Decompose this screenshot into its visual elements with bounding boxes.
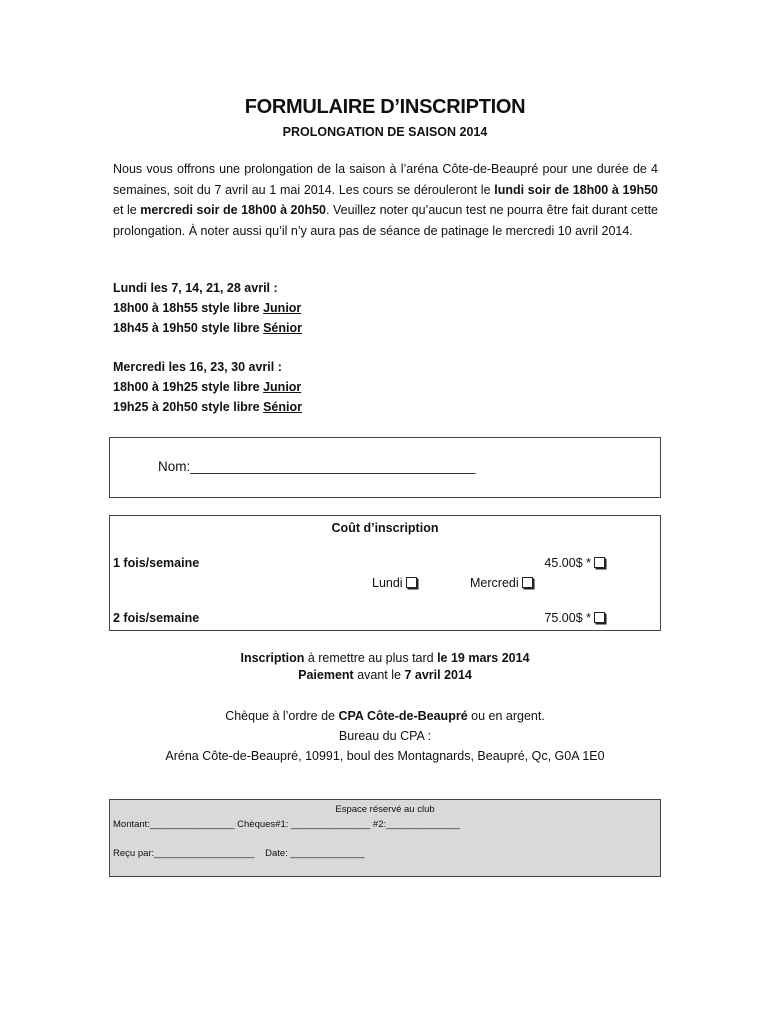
wednesday-line-1 (113, 377, 302, 397)
once-weekly-price (544, 556, 605, 570)
monday-option (372, 576, 417, 590)
payment-cheque-line (0, 706, 770, 726)
payment-deadline-label: Paiement (298, 668, 354, 682)
twice-weekly-price-text: 75.00$ * (544, 611, 591, 625)
twice-weekly-price (544, 611, 605, 625)
club-receipt-line[interactable]: Reçu par:___________________ Date: ______________ (113, 848, 365, 859)
deadlines (0, 650, 770, 684)
monday-line-1-level: Junior (263, 301, 302, 315)
intro-paragraph (113, 159, 658, 241)
payment-office: Bureau du CPA : (338, 729, 432, 743)
payment-deadline-date: 7 avril 2014 (404, 668, 472, 682)
cost-header: Coût d’inscription (331, 521, 439, 535)
monday-line-2-time: 18h45 à 19h50 style libre (113, 321, 264, 335)
monday-checkbox[interactable] (406, 577, 417, 588)
payment-deadline (0, 667, 770, 684)
monday-line-1 (113, 298, 302, 318)
form-title: FORMULAIRE D’INSCRIPTION (244, 96, 526, 118)
wednesday-line-2-level: Sénior (263, 400, 302, 414)
wednesday-line-1-time: 18h00 à 19h25 style libre (113, 380, 264, 394)
form-subtitle: PROLONGATION DE SAISON 2014 (282, 125, 488, 139)
name-field[interactable]: Nom:______________________________________ (158, 459, 476, 474)
wednesday-line-1-level: Junior (263, 380, 302, 394)
registration-deadline-label: Inscription (240, 651, 305, 665)
twice-weekly-checkbox[interactable] (594, 612, 605, 623)
monday-schedule (113, 278, 302, 338)
monday-line-2 (113, 318, 302, 338)
wednesday-line-2-time: 19h25 à 20h50 style libre (113, 400, 264, 414)
wednesday-line-2 (113, 397, 302, 417)
wednesday-option-label: Mercredi (470, 576, 519, 590)
registration-deadline-date: le 19 mars 2014 (437, 651, 530, 665)
name-box (109, 437, 661, 498)
payment-address: Aréna Côte-de-Beaupré, 10991, boul des Montagnards, Beaupré, Qc, G0A 1E0 (165, 749, 605, 763)
intro-text-1: Nous vous offrons une prolongation de la saison à l’aréna Côte-de-Beaupré pour une durée de 4 semaines, soit du 7 avril au 1 mai 2014. Les cours se dérouleront le (113, 162, 658, 197)
wednesday-heading: Mercredi les 16, 23, 30 avril : (113, 360, 282, 374)
wednesday-schedule (113, 357, 302, 417)
club-box-title: Espace réservé au club (335, 804, 435, 815)
wednesday-option (470, 576, 533, 590)
wednesday-checkbox[interactable] (522, 577, 533, 588)
monday-option-label: Lundi (372, 576, 403, 590)
monday-line-1-time: 18h00 à 18h55 style libre (113, 301, 264, 315)
club-reserved-box (109, 799, 661, 877)
intro-text-2: et le (113, 203, 141, 217)
intro-text-3: . Veuillez noter qu’aucun test ne pourra être fait durant cette prolongation. À noter aussi qu’il n’y aura pas de séance de patinage le mercredi 10 avril 2014. (113, 203, 658, 238)
payment-deadline-text: avant le (353, 668, 405, 682)
monday-heading: Lundi les 7, 14, 21, 28 avril : (113, 281, 278, 295)
intro-bold-wednesday: mercredi soir de 18h00 à 20h50 (140, 203, 327, 217)
once-weekly-price-text: 45.00$ * (544, 556, 591, 570)
once-weekly-label: 1 fois/semaine (113, 556, 200, 570)
once-weekly-checkbox[interactable] (594, 557, 605, 568)
cost-table (109, 515, 661, 631)
registration-deadline (0, 650, 770, 667)
payment-cheque-pre: Chèque à l’ordre de (225, 709, 339, 723)
intro-bold-monday: lundi soir de 18h00 à 19h50 (494, 182, 658, 197)
payment-cheque-post: ou en argent. (467, 709, 545, 723)
monday-line-2-level: Sénior (263, 321, 302, 335)
payment-payee: CPA Côte-de-Beaupré (338, 709, 468, 723)
registration-deadline-text: à remettre au plus tard (304, 651, 438, 665)
twice-weekly-label: 2 fois/semaine (113, 611, 200, 625)
payment-info (0, 706, 770, 766)
club-amount-line[interactable]: Montant:________________ Chèques#1: _______________ #2:______________ (113, 819, 461, 830)
